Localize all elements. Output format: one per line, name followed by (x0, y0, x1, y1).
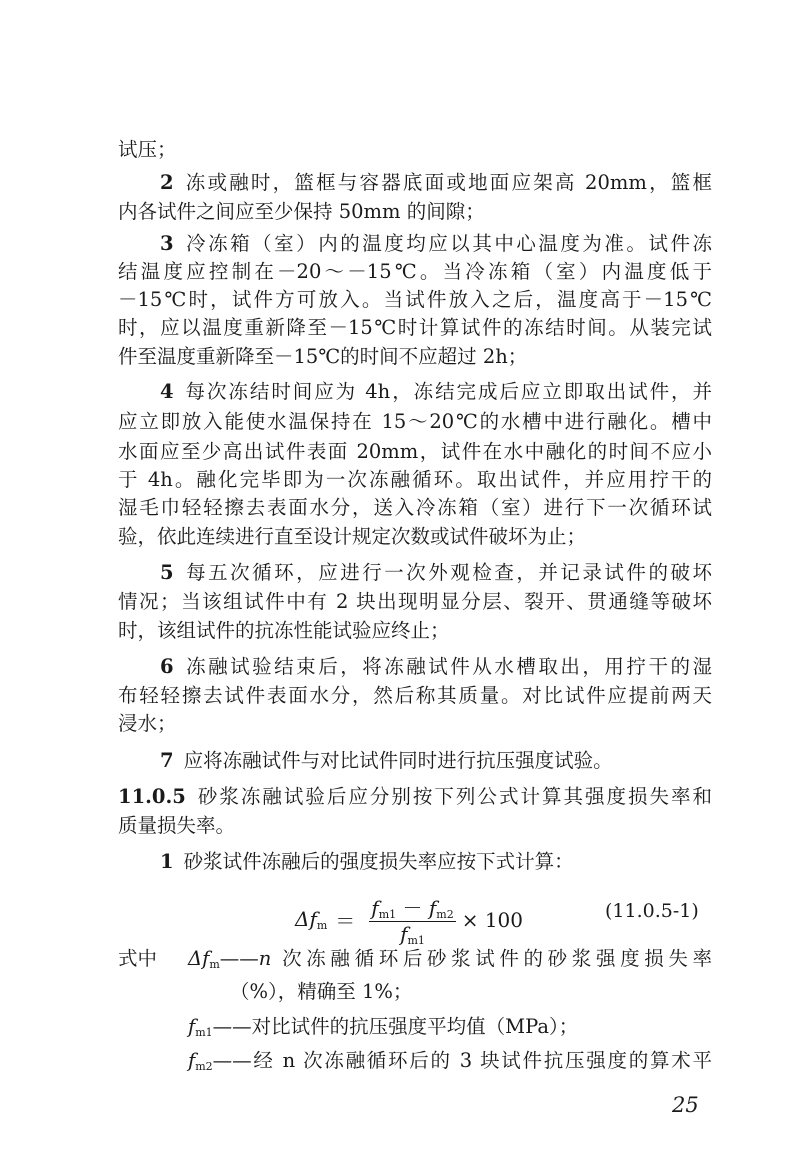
where-item-2: $f_{m1}——$对比试件的抗压强度平均值（MPa）； (188, 1015, 579, 1039)
line-text: 时，应以温度重新降至－15℃时计算试件的冻结时间。从装完试 (118, 316, 712, 339)
numbered-paragraph-line (160, 653, 712, 681)
paragraph-line (118, 710, 712, 738)
line-text: 砂浆试件冻融后的强度损失率应按下式计算： (183, 850, 574, 873)
paragraph-line (118, 682, 712, 710)
line-text: 应立即放入能使水温保持在 15～20℃的水槽中进行融化。槽中 (118, 410, 712, 433)
line-text: 冷冻箱（室）内的温度均应以其中心温度为准。试件冻 (183, 232, 712, 255)
line-text: 试压； (118, 138, 177, 161)
item-number: 11.0.5 (118, 785, 186, 808)
line-text: 浸水； (118, 712, 177, 735)
item-number: 4 (160, 380, 174, 403)
paragraph-line (118, 617, 712, 645)
line-text: 水面应至少高出试件表面 20mm，试件在水中融化的时间不应小 (118, 440, 712, 463)
paragraph-line (118, 523, 712, 551)
line-text: 件至温度重新降至－15℃的时间不应超过 2h； (118, 345, 528, 368)
line-text: 内各试件之间应至少保持 50mm 的间隙； (118, 200, 485, 223)
numbered-paragraph-line (160, 169, 712, 197)
line-text: 应将冻融试件与对比试件同时进行抗压强度试验。 (183, 749, 613, 772)
numbered-paragraph-line (160, 378, 712, 406)
line-text: 时，该组试件的抗冻性能试验应终止； (118, 619, 450, 642)
line-text: 冻融试验结束后，将冻融试件从水槽取出，用拧干的湿 (183, 655, 712, 678)
item-number: 2 (160, 171, 174, 194)
paragraph-line (118, 438, 712, 466)
line-text: 砂浆冻融试验后应分别按下列公式计算其强度损失率和 (195, 785, 712, 808)
paragraph-line (118, 136, 712, 164)
line-text: 验，依此连续进行直至设计规定次数或试件破坏为止； (118, 525, 587, 548)
line-text: 质量损失率。 (118, 814, 236, 837)
item-number: 5 (160, 561, 174, 584)
line-text: 情况；当该组试件中有 2 块出现明显分层、裂开、贯通缝等破坏 (118, 590, 712, 613)
numbered-paragraph-line (160, 559, 712, 587)
where-item-3: $f_{m2}——$经 n 次冻融循环后的 3 块试件抗压强度的算术平 (188, 1049, 712, 1073)
item-number: 3 (160, 232, 174, 255)
item-number: 1 (160, 850, 174, 873)
page-number: 25 (672, 1093, 699, 1117)
paragraph-line (118, 812, 712, 840)
line-text: 布轻轻擦去试件表面水分，然后称其质量。对比试件应提前两天 (118, 684, 712, 707)
line-text: 结温度应控制在－20～－15℃。当冷冻箱（室）内温度低于 (118, 260, 712, 283)
paragraph-line (118, 494, 712, 522)
equation-number: (11.0.5-1) (605, 900, 699, 922)
numbered-paragraph-line (160, 848, 712, 876)
numbered-paragraph-line (160, 230, 712, 258)
paragraph-line (118, 314, 712, 342)
where-item-1: $\Delta f_m——n$ 次冻融循环后砂浆试件的砂浆强度损失率 (188, 947, 712, 971)
item-number: 7 (160, 749, 174, 772)
line-text: －15℃时，试件方可放入。当试件放入之后，温度高于－15℃ (118, 288, 712, 311)
where-item-1-cont: （%），精确至 1%； (230, 980, 413, 1003)
paragraph-line (118, 343, 712, 371)
paragraph-line (118, 408, 712, 436)
line-text: 湿毛巾轻轻擦去表面水分，送入冷冻箱（室）进行下一次循环试 (118, 496, 712, 519)
paragraph-line (118, 588, 712, 616)
paragraph-line (118, 198, 712, 226)
formula-11-0-5-1: $\Delta f_m$ ＝ $\frac{f_{m1} - f_{m2}}{f_{m1}}$ × 100 (295, 892, 523, 947)
line-text: 每次冻结时间应为 4h，冻结完成后应立即取出试件，并 (183, 380, 712, 403)
numbered-paragraph-line (160, 747, 712, 775)
line-text: 冻或融时，篮框与容器底面或地面应架高 20mm，篮框 (183, 171, 712, 194)
paragraph-line (118, 258, 712, 286)
line-text: 于 4h。融化完毕即为一次冻融循环。取出试件，并应用拧干的 (118, 468, 712, 491)
where-label: 式中 (118, 947, 158, 970)
line-text: 每五次循环，应进行一次外观检查，并记录试件的破坏 (183, 561, 712, 584)
paragraph-line (118, 286, 712, 314)
numbered-paragraph-line (118, 783, 712, 811)
paragraph-line (118, 466, 712, 494)
item-number: 6 (160, 655, 174, 678)
